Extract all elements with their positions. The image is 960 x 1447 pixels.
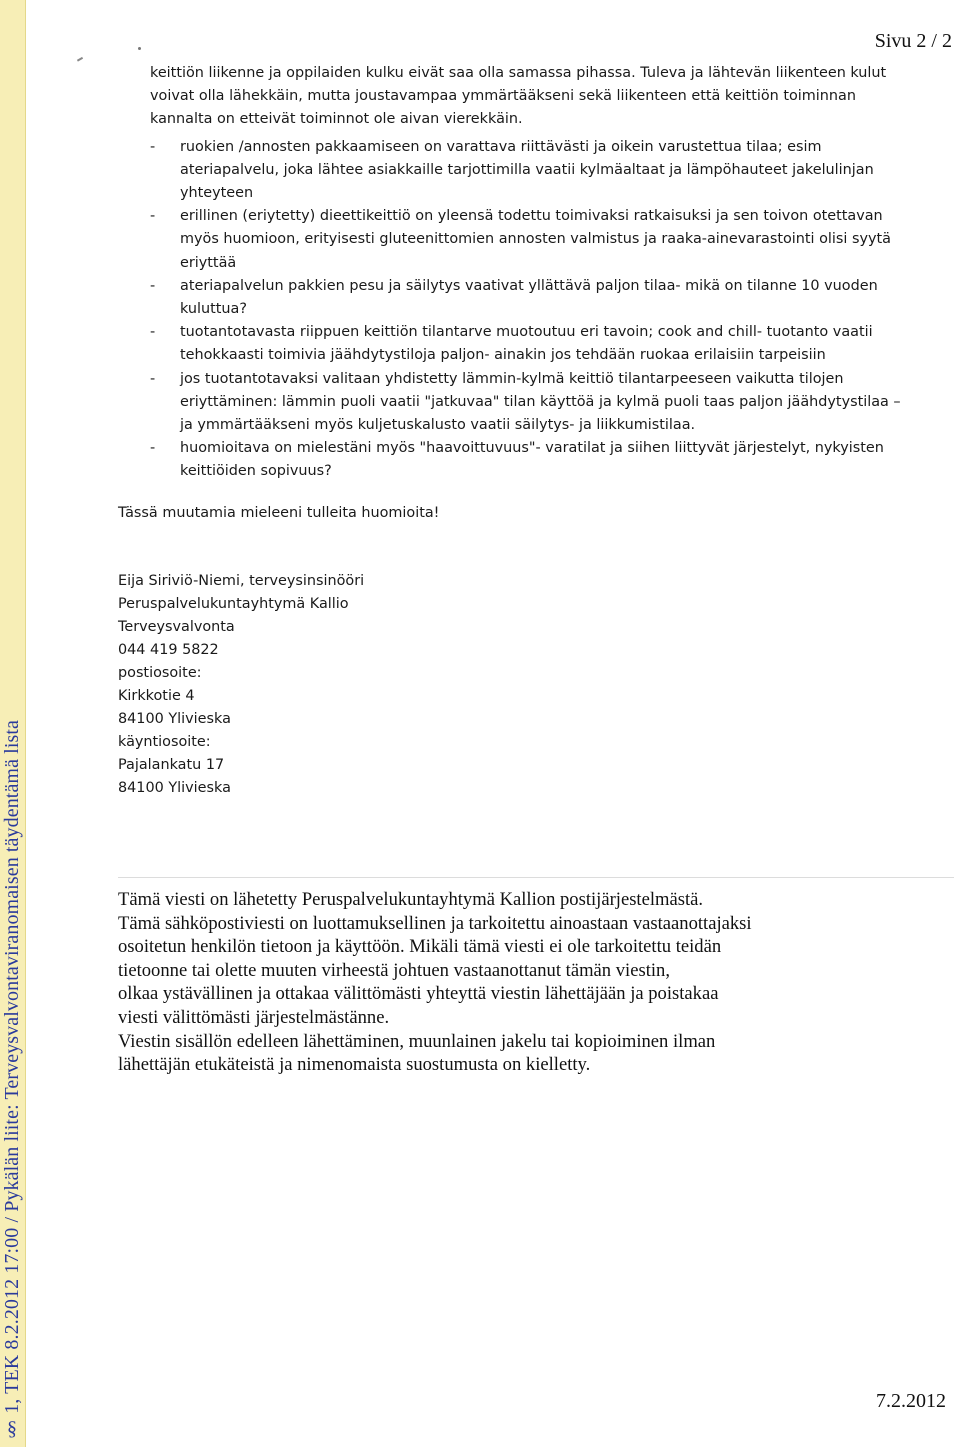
- signature-name: Eija Siriviö-Niemi, terveysinsinööri: [118, 573, 365, 589]
- signature-phone: 044 419 5822: [118, 642, 219, 658]
- signature-postal-street: Kirkkotie 4: [118, 688, 195, 704]
- disclaimer-line: Viestin sisällön edelleen lähettäminen, muunlainen jakelu tai kopioiminen ilman: [118, 1030, 716, 1052]
- bullet-line: eriyttäminen: lämmin puoli vaatii "jatkuvaa" tilan käyttöä ja kylmä puoli taas paljon jäähdytystilaa –: [180, 393, 901, 410]
- intro-line: keittiön liikenne ja oppilaiden kulku eivät saa olla samassa pihassa. Tuleva ja lähtevän liikenteen kulut: [150, 65, 887, 81]
- signature-visit-street: Pajalankatu 17: [118, 757, 225, 773]
- intro-paragraph: [150, 62, 940, 132]
- bullet-line: tehokkaasti toimivia jäähdytystiloja paljon- ainakin jos tehdään ruokaa erilaisiin tarpeisiin: [180, 347, 826, 364]
- disclaimer-line: osoitetun henkilön tietoon ja käyttöön. Mikäli tämä viesti ei ole tarkoitettu teidän: [118, 936, 722, 958]
- page-number: Sivu 2 / 2: [874, 30, 952, 52]
- bullet-item: [150, 275, 940, 321]
- scan-speck: [138, 47, 141, 50]
- side-stamp-text: § 1, TEK 8.2.2012 17:00 / Pykälän liite: Terveysvalvontaviranomaisen täydentämä lista: [1, 720, 23, 1441]
- bullet-line: kuluttua?: [180, 301, 247, 318]
- disclaimer-line: tietoonne tai olette muuten virheestä johtuen vastaanottanut tämän viestin,: [118, 959, 670, 981]
- bullet-item: [150, 321, 940, 367]
- bullet-line: yhteyteen: [180, 185, 254, 202]
- bullet-line: huomioitava on mielestäni myös "haavoittuvuus"- varatilat ja siihen liittyvät järjestelyt, nykyisten: [180, 440, 884, 457]
- bullet-line: myös huomioon, erityisesti gluteenittomien annosten valmistus ja raaka-ainevarastointi olisi syytä: [180, 231, 891, 248]
- disclaimer-line: olkaa ystävällinen ja ottakaa välittömästi yhteyttä viestin lähettäjään ja poistakaa: [118, 983, 719, 1005]
- document-date: 7.2.2012: [876, 1390, 946, 1412]
- signature-visit-label: käyntiosoite:: [118, 734, 211, 750]
- signature-postal-city: 84100 Ylivieska: [118, 711, 231, 727]
- bullet-line: ateriapalvelu, joka lähtee asiakkaille tarjottimilla vaatii kylmäaltaat ja lämpöhauteet jakelulinjan: [180, 161, 874, 178]
- bullet-item: [150, 136, 940, 206]
- intro-line: voivat olla lähekkäin, mutta joustavampaa ymmärtääkseni sekä liikenteen että keittiön toiminnan: [150, 88, 856, 105]
- side-stamp: [0, 11, 25, 1441]
- bullet-dash: -: [150, 370, 156, 387]
- bullet-dash: -: [150, 324, 156, 341]
- signature-organization: Peruspalvelukuntayhtymä Kallio: [118, 596, 349, 612]
- bullet-line: ateriapalvelun pakkien pesu ja säilytys vaativat yllättävä paljon tilaa- mikä on tilanne 10 vuoden: [180, 277, 878, 294]
- bullet-line: ruokien /annosten pakkaamiseen on varattava riittävästi ja oikein varustettua tilaa; esim: [180, 138, 822, 155]
- intro-line: kannalta on etteivät toiminnot ole aivan vierekkäin.: [150, 111, 523, 128]
- bullet-dash: -: [150, 277, 156, 294]
- disclaimer-divider: [118, 877, 954, 878]
- bullet-line: tuotantotavasta riippuen keittiön tilantarve muotoutuu eri tavoin; cook and chill- tuotanto vaatii: [180, 324, 873, 341]
- signature-department: Terveysvalvonta: [118, 619, 235, 635]
- scan-mark: [77, 57, 85, 65]
- bullet-line: eriyttää: [180, 254, 237, 271]
- email-body: [150, 62, 940, 484]
- bullet-item: [150, 205, 940, 275]
- closing-remark: Tässä muutamia mieleeni tulleita huomioita!: [118, 505, 440, 521]
- bullet-line: ja ymmärtääkseni myös kuljetuskalusto vaatii säilytys- ja liikkumistilaa.: [180, 417, 696, 434]
- bullet-item: [150, 437, 940, 483]
- bullet-dash: -: [150, 138, 156, 155]
- disclaimer-line: Tämä viesti on lähetetty Peruspalvelukuntayhtymä Kallion postijärjestelmästä.: [118, 889, 704, 910]
- email-disclaimer: [118, 888, 878, 1077]
- bullet-list: [150, 136, 940, 484]
- bullet-line: jos tuotantotavaksi valitaan yhdistetty lämmin-kylmä keittiö tilantarpeeseen vaikutta tilojen: [180, 370, 844, 387]
- disclaimer-line: Tämä sähköpostiviesti on luottamuksellinen ja tarkoitettu ainoastaan vastaanottajaksi: [118, 912, 752, 934]
- disclaimer-line: viesti välittömästi järjestelmästänne.: [118, 1006, 390, 1028]
- side-stamp-bar: [0, 0, 26, 1447]
- signature-block: [118, 570, 518, 800]
- signature-visit-city: 84100 Ylivieska: [118, 780, 231, 796]
- bullet-line: keittiöiden sopivuus?: [180, 463, 332, 480]
- bullet-dash: -: [150, 208, 156, 225]
- disclaimer-line: lähettäjän etukäteistä ja nimenomaista suostumusta on kielletty.: [118, 1054, 591, 1076]
- bullet-dash: -: [150, 440, 156, 457]
- bullet-line: erillinen (eriytetty) dieettikeittiö on yleensä todettu toimivaksi ratkaisuksi ja sen toivon otettavan: [180, 208, 883, 225]
- signature-postal-label: postiosoite:: [118, 665, 202, 681]
- bullet-item: [150, 368, 940, 438]
